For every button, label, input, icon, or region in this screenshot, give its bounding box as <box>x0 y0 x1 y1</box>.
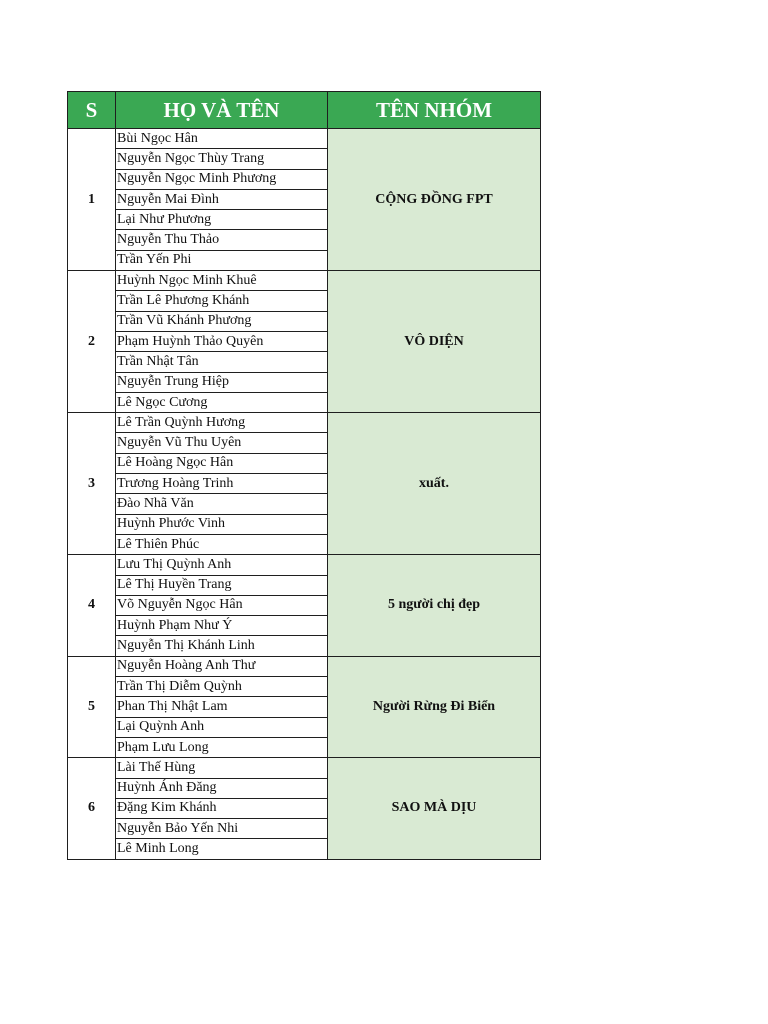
member-name-cell: Bùi Ngọc Hân <box>116 129 328 149</box>
member-name-cell: Nguyễn Hoàng Anh Thư <box>116 656 328 676</box>
table-row <box>68 656 541 676</box>
group-number-cell: 2 <box>68 271 116 413</box>
group-name-cell: SAO MÀ DỊU <box>328 758 541 859</box>
member-name-cell: Đào Nhã Văn <box>116 494 328 514</box>
group-name-cell: xuất. <box>328 413 541 555</box>
member-name-cell: Lê Trần Quỳnh Hương <box>116 413 328 433</box>
member-name-cell: Lại Như Phương <box>116 210 328 230</box>
member-name-cell: Nguyễn Mai Đình <box>116 189 328 209</box>
member-name-cell: Trương Hoàng Trinh <box>116 474 328 494</box>
group-number-cell: 4 <box>68 555 116 656</box>
member-name-cell: Nguyễn Thu Thảo <box>116 230 328 250</box>
member-name-cell: Trần Vũ Khánh Phương <box>116 311 328 331</box>
member-name-cell: Huỳnh Phước Vinh <box>116 514 328 534</box>
group-name-cell: 5 người chị đẹp <box>328 555 541 656</box>
member-name-cell: Nguyễn Thị Khánh Linh <box>116 636 328 656</box>
roster-body <box>68 129 541 860</box>
header-stt: S <box>68 92 116 129</box>
member-name-cell: Huỳnh Ngọc Minh Khuê <box>116 271 328 291</box>
member-name-cell: Lài Thế Hùng <box>116 758 328 778</box>
member-name-cell: Huỳnh Ánh Đăng <box>116 778 328 798</box>
group-number-cell: 1 <box>68 129 116 271</box>
member-name-cell: Nguyễn Ngọc Thùy Trang <box>116 149 328 169</box>
group-name-cell: Người Rừng Đi Biển <box>328 656 541 757</box>
member-name-cell: Phạm Lưu Long <box>116 737 328 757</box>
table-row <box>68 271 541 291</box>
group-number-cell: 6 <box>68 758 116 859</box>
group-name-cell: VÔ DIỆN <box>328 271 541 413</box>
header-row <box>68 92 541 129</box>
member-name-cell: Lê Thị Huyền Trang <box>116 575 328 595</box>
table-row <box>68 555 541 575</box>
member-name-cell: Trần Yến Phi <box>116 250 328 270</box>
table-row <box>68 413 541 433</box>
member-name-cell: Lê Hoàng Ngọc Hân <box>116 453 328 473</box>
member-name-cell: Trần Thị Diễm Quỳnh <box>116 677 328 697</box>
member-name-cell: Đặng Kim Khánh <box>116 798 328 818</box>
member-name-cell: Trần Nhật Tân <box>116 352 328 372</box>
group-number-cell: 5 <box>68 656 116 757</box>
member-name-cell: Trần Lê Phương Khánh <box>116 291 328 311</box>
group-name-cell: CỘNG ĐỒNG FPT <box>328 129 541 271</box>
member-name-cell: Lê Ngọc Cương <box>116 392 328 412</box>
member-name-cell: Phan Thị Nhật Lam <box>116 697 328 717</box>
member-name-cell: Nguyễn Bảo Yến Nhi <box>116 819 328 839</box>
member-name-cell: Võ Nguyễn Ngọc Hân <box>116 595 328 615</box>
member-name-cell: Lê Thiên Phúc <box>116 534 328 554</box>
member-name-cell: Huỳnh Phạm Như Ý <box>116 616 328 636</box>
member-name-cell: Nguyễn Vũ Thu Uyên <box>116 433 328 453</box>
member-name-cell: Lưu Thị Quỳnh Anh <box>116 555 328 575</box>
member-name-cell: Nguyễn Trung Hiệp <box>116 372 328 392</box>
group-roster-table <box>67 91 541 860</box>
group-number-cell: 3 <box>68 413 116 555</box>
table-row <box>68 758 541 778</box>
header-group-name: TÊN NHÓM <box>328 92 541 129</box>
member-name-cell: Lê Minh Long <box>116 839 328 859</box>
table-row <box>68 129 541 149</box>
member-name-cell: Phạm Huỳnh Thảo Quyên <box>116 331 328 351</box>
header-full-name: HỌ VÀ TÊN <box>116 92 328 129</box>
member-name-cell: Lại Quỳnh Anh <box>116 717 328 737</box>
member-name-cell: Nguyễn Ngọc Minh Phương <box>116 169 328 189</box>
